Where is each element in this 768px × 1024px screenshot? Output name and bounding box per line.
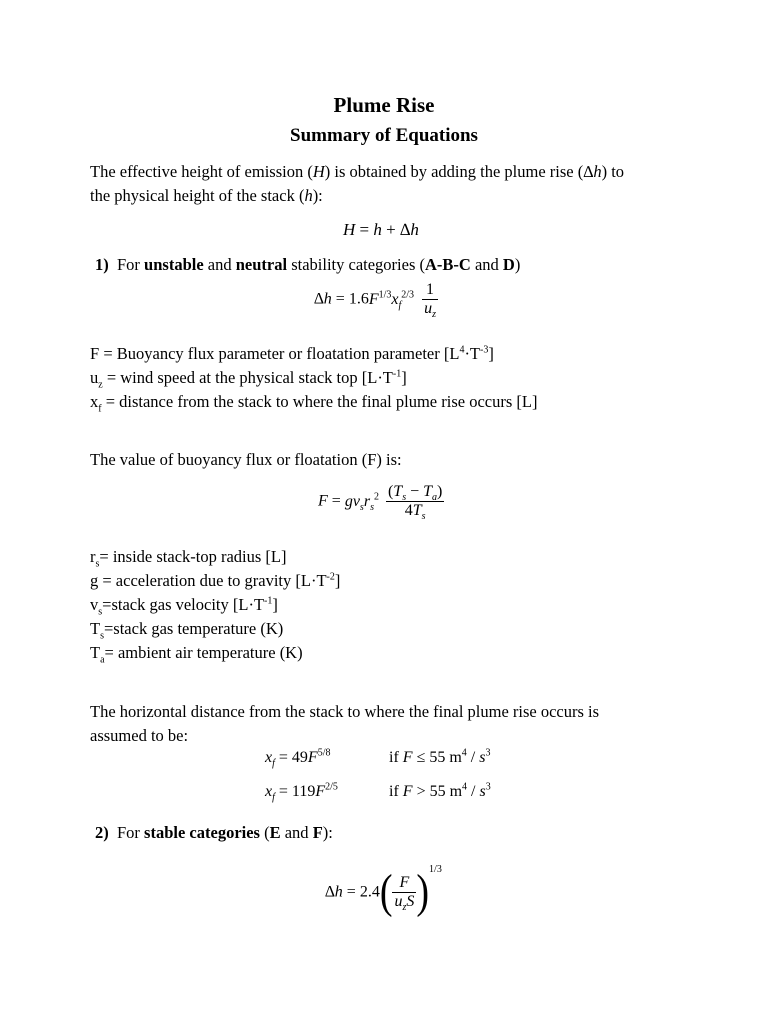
paren: ) (437, 483, 443, 500)
intro-line-1 (90, 160, 624, 184)
operator: > 55 m (412, 783, 463, 800)
text: For (117, 823, 145, 842)
denominator (392, 892, 416, 914)
definitions-block-1 (90, 342, 537, 414)
symbol: ∆h (583, 162, 602, 181)
definition-Ts (90, 617, 340, 641)
text: and (280, 823, 313, 842)
exponent: 2 (373, 491, 379, 503)
text: ·T (464, 344, 481, 363)
symbol: T (90, 619, 101, 638)
section-number: 1) (95, 255, 109, 274)
section-2-heading (95, 821, 333, 845)
symbol: T (90, 643, 101, 662)
symbol: T (423, 483, 433, 500)
definition-g (90, 569, 340, 593)
symbol: g (90, 571, 99, 590)
text: A-B-C (425, 255, 471, 274)
xf-equation-2 (265, 781, 338, 804)
symbol: F (307, 749, 318, 766)
operator: = (355, 220, 374, 239)
text: ] (401, 368, 407, 387)
text: ] (488, 344, 494, 363)
operator: = 119 (274, 783, 316, 800)
symbol: r (363, 492, 371, 510)
symbol: x (265, 783, 273, 800)
fraction (422, 281, 438, 321)
symbol: F (402, 783, 413, 800)
exponent: -1 (392, 368, 402, 380)
symbol: u (394, 892, 403, 910)
symbol: F (368, 290, 379, 308)
text: if (389, 749, 403, 766)
text: = distance from the stack to where the final plume rise occurs [L] (101, 392, 538, 411)
exponent: 1/3 (429, 864, 442, 875)
operator: = 2.4 (342, 883, 380, 901)
text: = ambient air temperature (K) (104, 643, 303, 662)
subscript: f (398, 299, 402, 311)
symbol: F (315, 783, 326, 800)
operator: = 1.6 (331, 290, 369, 308)
symbol: ∆h (314, 290, 332, 308)
xf-intro-paragraph (90, 700, 599, 748)
left-paren: ( (379, 866, 393, 919)
text: and (203, 255, 236, 274)
definition-xf (90, 390, 537, 414)
symbol: h (373, 220, 382, 239)
symbol: ∆h (325, 883, 343, 901)
term (368, 289, 415, 311)
paren: ( (387, 483, 394, 500)
symbol: H (312, 162, 325, 181)
symbol: x (265, 749, 273, 766)
numerator: 1 (426, 281, 435, 298)
text: D (502, 255, 515, 274)
text: ) (514, 255, 521, 274)
subscript: s (359, 501, 364, 513)
operator: = (327, 492, 345, 510)
term (344, 491, 379, 513)
subscript: z (432, 309, 436, 321)
text: stability categories ( (287, 255, 425, 274)
symbol: x (90, 392, 99, 411)
page-subtitle: Summary of Equations (290, 125, 478, 146)
operator: ≤ 55 m (412, 749, 462, 766)
fraction (386, 483, 444, 523)
text: =stack gas temperature (K) (104, 619, 284, 638)
xf-condition-2 (389, 783, 491, 801)
subscript: z (98, 379, 103, 391)
text: = wind speed at the physical stack top [L·T (102, 368, 393, 387)
subscript: s (421, 511, 426, 523)
text: For (117, 255, 145, 274)
exponent: 2/3 (401, 289, 415, 301)
exponent: 3 (485, 781, 491, 793)
operator: − (406, 483, 424, 500)
buoyancy-intro: The value of buoyancy flux or floatation (F) is: (90, 450, 402, 469)
symbol: v (90, 595, 99, 614)
symbol: T (412, 502, 422, 519)
symbol: x (391, 290, 399, 308)
right-paren: ) (416, 866, 430, 919)
definition-uz (90, 366, 537, 390)
exponent: 4 (459, 344, 465, 356)
section-1-heading (95, 253, 520, 277)
symbol: S (406, 892, 415, 910)
subscript: s (402, 492, 407, 504)
text: = inside stack-top radius [L] (99, 547, 287, 566)
symbol: T (393, 483, 403, 500)
definition-rs (90, 545, 340, 569)
text: ) is obtained by adding the plume rise ( (324, 162, 584, 181)
subscript: s (370, 501, 374, 513)
subscript: z (402, 902, 407, 914)
subscript: a (432, 492, 438, 504)
exponent: -3 (480, 344, 489, 356)
operator: = 49 (274, 749, 308, 766)
text: ): (312, 186, 323, 205)
text: stable categories (144, 823, 260, 842)
intro-line-1: The horizontal distance from the stack to where the final plume rise occurs is (90, 702, 600, 721)
fraction (392, 873, 416, 914)
text: ] (272, 595, 278, 614)
text: E (269, 823, 281, 842)
text: ): (322, 823, 333, 842)
denominator (386, 501, 444, 523)
exponent: 4 (461, 747, 467, 759)
numerator (386, 483, 444, 504)
definition-F (90, 342, 537, 366)
text: unstable (144, 255, 204, 274)
definition-vs (90, 593, 340, 617)
exponent: 5/8 (317, 747, 331, 759)
symbol: F (90, 344, 100, 363)
text: = Buoyancy flux parameter or floatation parameter [L (99, 344, 460, 363)
symbol: H (343, 220, 356, 239)
exponent: 2/5 (325, 781, 338, 793)
symbol: s (479, 783, 486, 800)
intro-paragraph (90, 160, 624, 208)
xf-equation-1 (265, 747, 331, 770)
text: neutral (235, 255, 288, 274)
text: The effective height of emission ( (90, 162, 313, 181)
symbol: r (90, 547, 96, 566)
text: ] (334, 571, 341, 590)
denominator (422, 299, 438, 321)
exponent: -2 (326, 571, 335, 583)
symbol: s (479, 749, 486, 766)
exponent: 1/3 (378, 289, 392, 301)
text: =stack gas velocity [L·T (102, 595, 265, 614)
text: ( (259, 823, 270, 842)
symbol: v (352, 492, 360, 510)
subscript: f (272, 758, 275, 770)
symbol: u (90, 368, 99, 387)
symbol: ∆h (399, 220, 419, 239)
equation-plume-rise-unstable (314, 281, 438, 321)
equation-plume-rise-stable (325, 864, 442, 919)
symbol: F (402, 749, 413, 766)
equation-effective-height (343, 220, 419, 240)
symbol: F (318, 492, 328, 510)
subscript: a (100, 654, 105, 666)
text: and (470, 255, 503, 274)
text: the physical height of the stack ( (90, 186, 305, 205)
operator: / (467, 783, 480, 800)
definition-Ta (90, 641, 340, 665)
exponent: -1 (264, 595, 273, 607)
definitions-block-2 (90, 545, 340, 665)
numerator: F (399, 873, 410, 891)
section-number: 2) (95, 823, 109, 842)
page-title: Plume Rise (333, 93, 435, 117)
text: ) to (601, 162, 625, 181)
subscript: f (272, 792, 275, 804)
subscript: s (100, 630, 104, 642)
symbol: g (344, 492, 353, 510)
operator: / (466, 749, 480, 766)
equation-buoyancy-flux (318, 483, 444, 523)
text: = acceleration due to gravity [L·T (98, 571, 327, 590)
subscript: f (98, 403, 102, 415)
xf-condition-1 (389, 749, 490, 767)
text: if (389, 783, 403, 800)
subscript: s (98, 606, 103, 618)
subscript: s (95, 558, 100, 570)
number: 4 (404, 502, 413, 519)
intro-line-2: assumed to be: (90, 726, 189, 745)
intro-line-2 (90, 184, 624, 208)
operator: + (381, 220, 400, 239)
exponent: 4 (462, 781, 468, 793)
text: F (312, 823, 323, 842)
symbol: h (304, 186, 313, 205)
symbol: u (424, 300, 433, 317)
exponent: 3 (485, 747, 491, 759)
